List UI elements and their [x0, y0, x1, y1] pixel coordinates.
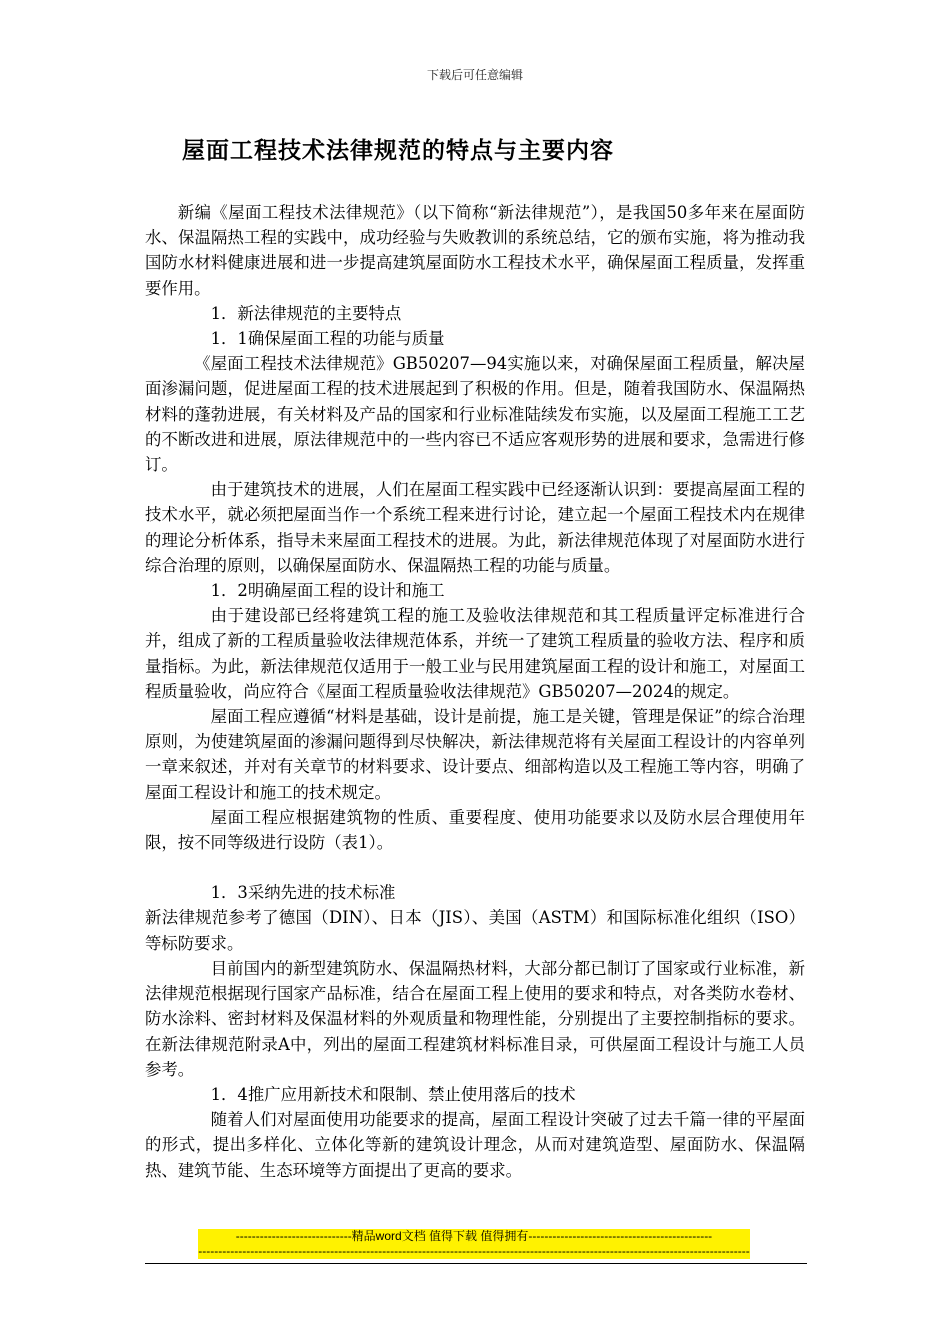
paragraph: 屋面工程应遵循“材料是基础，设计是前提，施工是关键，管理是保证”的综合治理原则，为使建筑屋面的渗漏问题得到尽快解决，新法律规范将有关屋面工程设计的内容单列一章来叙述，并对有关章节的材料要求、设计要点、细部构造以及工程施工等内容，明确了屋面工程设计和施工的技术规定。: [145, 707, 805, 802]
paragraph: 目前国内的新型建筑防水、保温隔热材料，大部分都已制订了国家或行业标准，新法律规范根据现行国家产品标准，结合在屋面工程上使用的要求和特点，对各类防水卷材、防水涂料、密封材料及保温材料的外观质量和物理性能，分别提出了主要控制指标的要求。在新法律规范附录A中，列出的屋面工程建筑材料标准目录，可供屋面工程设计与施工人员参考。: [145, 958, 805, 1079]
subsection-heading-1-4: 1．4推广应用新技术和限制、禁止使用落后的技术: [210, 1084, 576, 1104]
paragraph: 由于建筑技术的进展，人们在屋面工程实践中已经逐渐认识到：要提高屋面工程的技术水平，就必须把屋面当作一个系统工程来进行讨论，建立起一个屋面工程技术内在规律的理论分析体系，指导未来屋面工程技术的进展。为此，新法律规范体现了对屋面防水进行综合治理的原则，以确保屋面防水、保温隔热工程的功能与质量。: [145, 480, 805, 575]
footer-banner-line-2: ------------------------------------------------------------------------------------------------------------------------------------------: [198, 1244, 750, 1258]
paragraph: 屋面工程应根据建筑物的性质、重要程度、使用功能要求以及防水层合理使用年限，按不同等级进行设防（表1）。: [145, 807, 805, 853]
paragraph: 《屋面工程技术法律规范》GB50207—94实施以来，对确保屋面工程质量，解决屋面渗漏问题，促进屋面工程的技术进展起到了积极的作用。但是，随着我国防水、保温隔热材料的蓬勃进展，有关材料及产品的国家和行业标准陆续发布实施，以及屋面工程施工工艺的不断改进和进展，原法律规范中的一些内容已不适应客观形势的进展和要求，急需进行修订。: [145, 354, 805, 475]
footer-banner-line-1: -----------------------------精品word文档 值得下载 值得拥有----------------------------------------------: [235, 1229, 713, 1243]
blank-line: [145, 855, 805, 880]
footer-divider: [145, 1263, 807, 1264]
paragraph: 随着人们对屋面使用功能要求的提高，屋面工程设计突破了过去千篇一律的平屋面的形式，提出多样化、立体化等新的建筑设计理念，从而对建筑造型、屋面防水、保温隔热、建筑节能、生态环境等方面提出了更高的要求。: [145, 1110, 805, 1180]
paragraph: 新法律规范参考了德国（DIN）、日本（JIS）、美国（ASTM）和国际标准化组织（ISO）等标防要求。: [145, 908, 805, 953]
header-note: 下载后可任意编辑: [426, 68, 523, 82]
paragraph: 由于建设部已经将建筑工程的施工及验收法律规范和其工程质量评定标准进行合并，组成了新的工程质量验收法律规范体系，并统一了建筑工程质量的验收方法、程序和质量指标。为此，新法律规范仅适用于一般工业与民用建筑屋面工程的设计和施工，对屋面工程质量验收，尚应符合《屋面工程质量验收法律规范》GB50207—2024的规定。: [145, 606, 805, 701]
subsection-heading-1-1: 1．1确保屋面工程的功能与质量: [210, 329, 445, 349]
section-heading-1: 1．新法律规范的主要特点: [210, 303, 402, 323]
footer-banner: [198, 1229, 750, 1259]
document-body: [145, 200, 805, 1183]
document-title: 屋面工程技术法律规范的特点与主要内容: [182, 137, 614, 164]
subsection-heading-1-2: 1．2明确屋面工程的设计和施工: [210, 581, 445, 601]
subsection-heading-1-3: 1．3采纳先进的技术标准: [210, 883, 396, 903]
paragraph-intro: 新编《屋面工程技术法律规范》（以下简称“新法律规范”），是我国50多年来在屋面防水、保温隔热工程的实践中，成功经验与失败教训的系统总结，它的颁布实施，将为推动我国防水材料健康进展和进一步提高建筑屋面防水工程技术水平，确保屋面工程质量，发挥重要作用。: [145, 203, 805, 298]
